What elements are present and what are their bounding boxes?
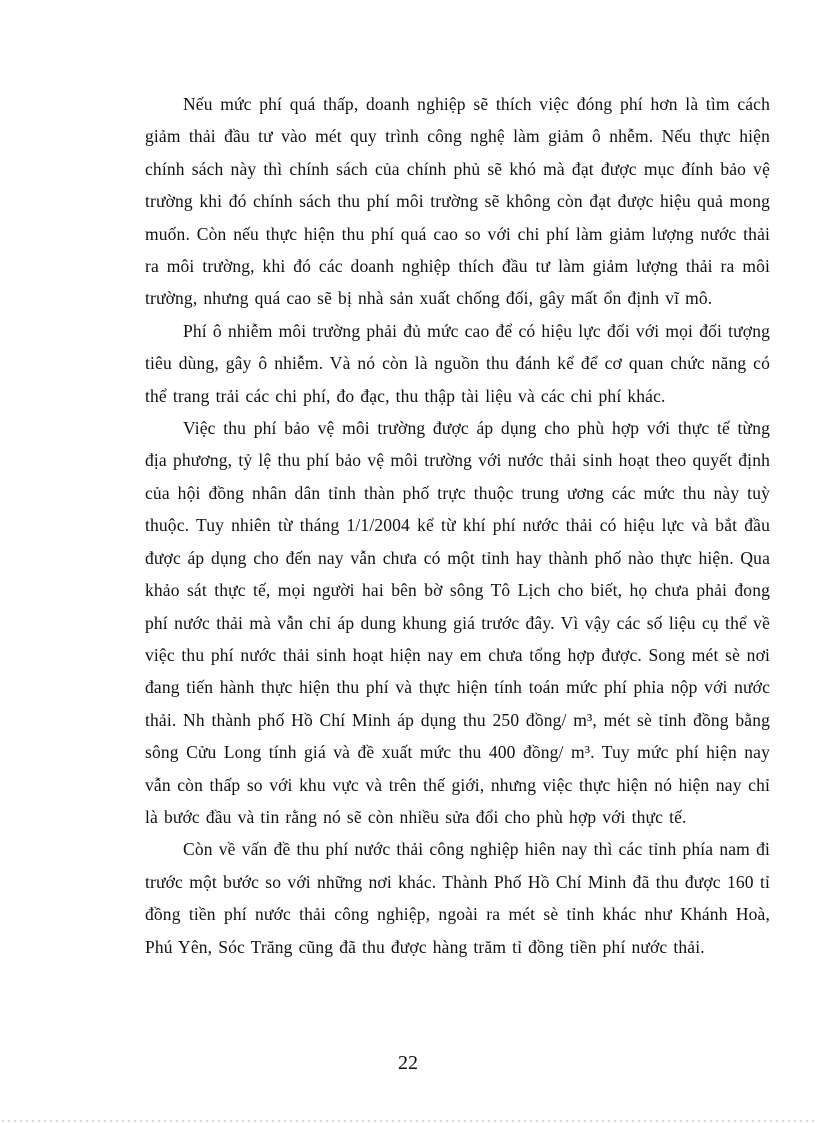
paragraph-pollution-fee-level: Phí ô nhiễm môi trường phải đủ mức cao để có hiệu lực đối với mọi đối tượng tiêu dùng, gây ô nhiễm. Và nó còn là nguồn thu đánh kể để cơ quan chức năng có thể trang trải các chi phí, đo đạc, thu thập tài liệu và các chi phí khác. — [145, 320, 770, 406]
page-number: 22 — [398, 1052, 418, 1074]
paragraph-fee-application: Việc thu phí bảo vệ môi trường được áp dụng cho phù hợp với thực tế từng địa phương, tỷ lệ thu phí bảo vệ môi trường với nước thải sinh hoạt theo quyết định của hội đồng nhân dân tỉnh thàn phố trực thuộc trung ương các mức thu này tuỳ thuộc. Tuy nhiên từ tháng 1/1/2004 kể từ khí phí nước thải có hiệu lực và bắt đầu được áp dụng cho đến nay vẫn chưa có một tỉnh hay thành phố nào thực hiện. Qua khảo sát thực tế, mọi người hai bên bờ sông Tô Lịch cho biết, họ chưa phải đong phí nước thải mà vẫn chỉ áp dung khung giá trước đây. Vì vậy các số liệu cụ thể về việc thu phí nước thải sinh hoạt hiện nay em chưa tổng hợp được. Song mét sè nơi đang tiến hành thực hiện thu phí và thực hiện tính toán mức phí phỉa nộp với nước thải. Nh thành phố Hồ Chí Minh áp dụng thu 250 đồng/ m³, mét sè tỉnh đồng bằng sông Cửu Long tính giá và đề xuất mức thu 400 đồng/ m³. Tuy mức phí hiện nay vẫn còn thấp so với khu vực và trên thế giới, nhưng việc thực hiện nó hiện nay chỉ là bước đầu và tin rằng nó sẽ còn nhiều sửa đổi cho phù hợp với thực tế. — [145, 418, 770, 827]
paragraph-fee-too-low: Nếu mức phí quá thấp, doanh nghiệp sẽ thích việc đóng phí hơn là tìm cách giảm thải đầu tư vào mét quy trình công nghệ làm giảm ô nhễm. Nếu thực hiện chính sách này thì chính sách của chính phủ sẽ khó mà đạt được mục đính bảo vệ trường khi đó chính sách thu phí môi trường sẽ không còn đạt được hiệu quả mong muốn. Còn nếu thực hiện thu phí quá cao so với chi phí làm giảm lượng nước thải ra môi trường, khi đó các doanh nghiệp thích đầu tư làm giảm lượng thải ra môi trường, nhưng quá cao sẽ bị nhà sản xuất chống đối, gây mất ổn định vĩ mô. — [145, 94, 770, 309]
paragraph-industrial-wastewater: Còn về vấn đề thu phí nước thải công nghiệp hiên nay thì các tỉnh phía nam đi trước một bước so với những nơi khác. Thành Phố Hồ Chí Minh đã thu được 160 tỉ đồng tiền phí nước thải công nghiệp, ngoài ra mét sè tỉnh khác như Khánh Hoà, Phú Yên, Sóc Trăng cũng đã thu được hàng trăm tỉ đồng tiền phí nước thải. — [145, 839, 770, 957]
document-body — [145, 88, 770, 963]
page-bottom-border — [0, 1120, 816, 1122]
